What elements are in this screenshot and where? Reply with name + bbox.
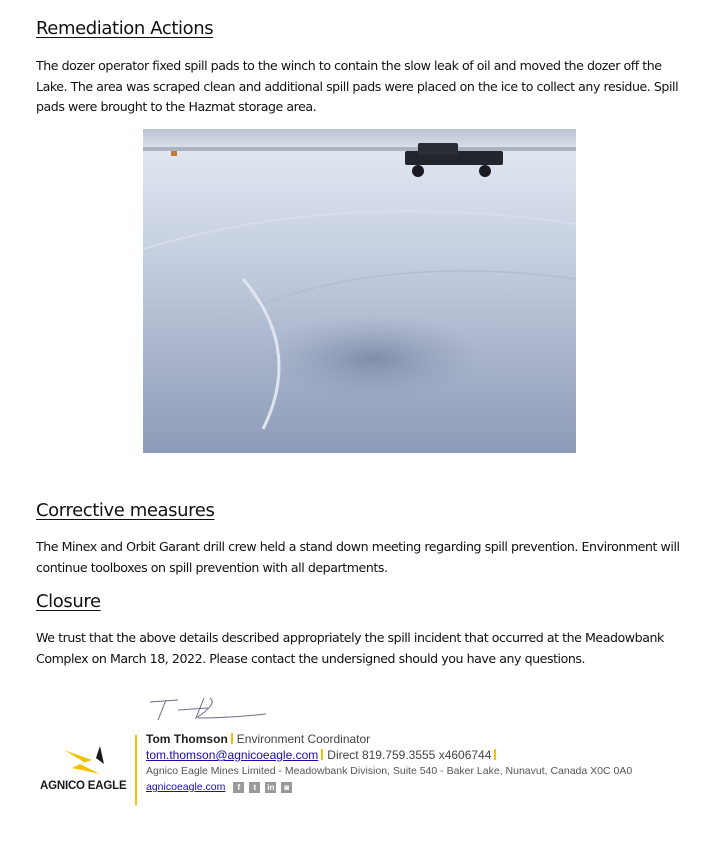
agnico-eagle-logo	[38, 744, 133, 799]
phone-number: Direct 819.759.3555 x4606744	[327, 748, 492, 762]
signature-web-line	[146, 781, 292, 793]
facebook-icon[interactable]: f	[233, 782, 244, 793]
signature-name: Tom Thomson	[146, 732, 228, 746]
separator	[231, 733, 233, 744]
email-link[interactable]: tom.thomson@agnicoeagle.com	[146, 748, 319, 762]
linkedin-icon[interactable]: in	[267, 783, 275, 792]
signature-title: Environment Coordinator	[236, 732, 371, 746]
twitter-icon[interactable]: t	[249, 782, 260, 793]
signature-contact-line	[146, 748, 500, 762]
signature-address: Agnico Eagle Mines Limited - Meadowbank Division, Suite 540 - Baker Lake, Nunavut, Canada X0C 0A0	[146, 765, 633, 777]
closure-heading: Closure	[36, 591, 101, 612]
remediation-heading: Remediation Actions	[36, 18, 214, 39]
site-photo	[143, 129, 576, 453]
instagram-icon[interactable]: ◙	[281, 782, 292, 793]
closure-body: We trust that the above details described appropriately the spill incident that occurred at the Meadowbank Complex on March 18, 2022. Please contact the undersigned should you have any questions.	[36, 630, 664, 666]
separator	[321, 749, 323, 760]
corrective-body: The Minex and Orbit Garant drill crew held a stand down meeting regarding spill prevention. Environment will continue toolboxes on spill prevention with all departments.	[36, 539, 680, 575]
separator	[494, 749, 496, 760]
corrective-heading: Corrective measures	[36, 500, 215, 521]
logo-text: AGNICO EAGLE	[40, 780, 127, 792]
signature-accent-bar	[135, 735, 137, 805]
handwritten-signature	[148, 694, 268, 724]
remediation-body: The dozer operator fixed spill pads to the winch to contain the slow leak of oil and moved the dozer off the Lake. The area was scraped clean and additional spill pads were placed on the ice to collect any residue. Spill pads were brought to the Hazmat storage area.	[36, 58, 679, 114]
website-link[interactable]: agnicoeagle.com	[146, 781, 226, 793]
signature-name-line	[146, 732, 370, 746]
